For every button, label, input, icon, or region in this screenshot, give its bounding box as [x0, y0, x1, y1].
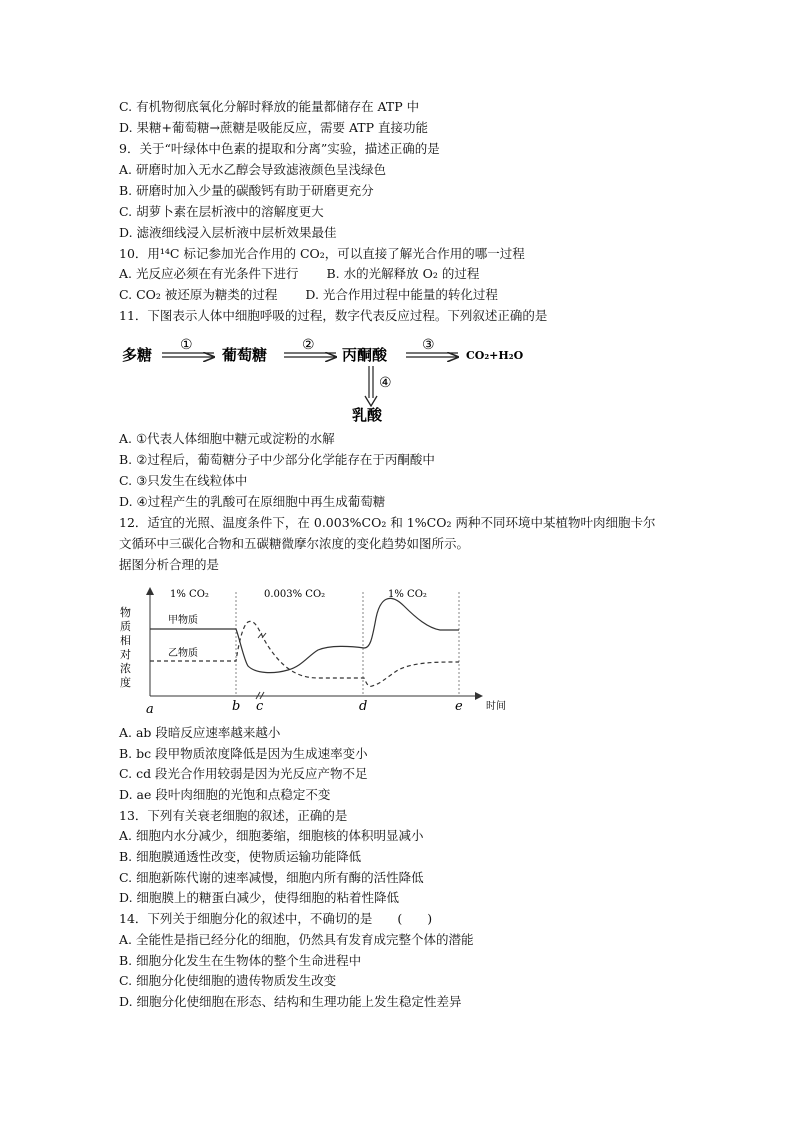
polysaccharide-label: 多糖 [122, 346, 153, 364]
question-11: 11．下图表示人体中细胞呼吸的过程，数字代表反应过程。下列叙述正确的是 [119, 308, 548, 323]
phase-label-1: 1% CO₂ [170, 589, 209, 600]
lactate-label: 乳酸 [352, 406, 383, 422]
question-9: 9．关于“叶绿体中色素的提取和分离”实验，描述正确的是 [119, 141, 440, 156]
arrow-step3 [406, 337, 458, 357]
option-11c: C. ③只发生在线粒体中 [119, 473, 248, 488]
svg-text:对: 对 [120, 648, 131, 661]
option-9c: C. 胡萝卜素在层析液中的溶解度更大 [119, 204, 324, 219]
option-12c: C. cd 段光合作用较弱是因为光反应产物不足 [119, 766, 368, 781]
option-9b: B. 研磨时加入少量的碳酸钙有助于研磨更充分 [119, 183, 374, 198]
option-12d: D. ae 段叶肉细胞的光饱和点稳定不变 [119, 787, 331, 802]
x-tick-labels [146, 699, 463, 716]
question-12-line1: 12．适宜的光照、温度条件下，在 0.003%CO₂ 和 1%CO₂ 两种不同环境中某植物叶肉细胞卡尔 [119, 515, 656, 530]
option-14b: B. 细胞分化发生在生物体的整个生命进程中 [119, 953, 362, 968]
svg-text:物: 物 [120, 606, 131, 619]
option-11d: D. ④过程产生的乳酸可在原细胞中再生成葡萄糖 [119, 494, 386, 509]
options-10cd [119, 287, 498, 303]
axis-break-marks [256, 633, 266, 699]
question-12-line3: 据图分析合理的是 [119, 557, 220, 572]
option-9a: A. 研磨时加入无水乙醇会导致滤液颜色呈浅绿色 [119, 162, 386, 177]
svg-text:相: 相 [120, 634, 131, 647]
option-8c: C. 有机物彻底氧化分解时释放的能量都储存在 ATP 中 [119, 99, 420, 114]
option-10d: D. 光合作用过程中能量的转化过程 [305, 287, 498, 302]
svg-text:a: a [146, 702, 154, 716]
svg-text:浓: 浓 [120, 662, 131, 675]
option-13a: A. 细胞内水分减少，细胞萎缩，细胞核的体积明显减小 [119, 828, 424, 843]
step2-label: ② [302, 337, 315, 353]
question-13: 13．下列有关衰老细胞的叙述，正确的是 [119, 808, 348, 823]
y-axis-label [120, 605, 131, 689]
option-12b: B. bc 段甲物质浓度降低是因为生成速率变小 [119, 746, 368, 761]
glucose-label: 葡萄糖 [222, 346, 268, 364]
option-11a: A. ①代表人体细胞中糖元或淀粉的水解 [119, 431, 335, 446]
option-9d: D. 滤液细线浸入层析液中层析效果最佳 [119, 225, 337, 240]
svg-text:d: d [359, 699, 368, 714]
products-label: CO₂+H₂O [466, 349, 524, 362]
option-11b: B. ②过程后，葡萄糖分子中少部分化学能存在于丙酮酸中 [119, 452, 435, 467]
option-10b: B. 水的光解释放 O₂ 的过程 [326, 266, 480, 281]
respiration-diagram [118, 336, 538, 422]
option-8d: D. 果糖+葡萄糖→蔗糖是吸能反应，需要 ATP 直接功能 [119, 120, 429, 135]
option-10c: C. CO₂ 被还原为糖类的过程 [119, 287, 278, 302]
option-14c: C. 细胞分化使细胞的遗传物质发生改变 [119, 973, 337, 988]
arrow-step2 [284, 337, 336, 357]
svg-text:b: b [232, 699, 241, 714]
options-10ab [119, 266, 479, 282]
phase-label-3: 1% CO₂ [388, 589, 427, 600]
svg-text:质: 质 [120, 620, 131, 633]
svg-text:度: 度 [120, 676, 131, 689]
series-a-curve [150, 598, 459, 672]
option-12a: A. ab 段暗反应速率越来越小 [119, 725, 281, 740]
question-12-line2: 文循环中三碳化合物和五碳糖微摩尔浓度的变化趋势如图所示。 [119, 536, 470, 551]
phase-label-2: 0.003% CO₂ [264, 589, 326, 600]
option-13c: C. 细胞新陈代谢的速率减慢，细胞内所有酶的活性降低 [119, 870, 424, 885]
question-14: 14．下列关于细胞分化的叙述中，不确切的是 ( ) [119, 911, 433, 926]
series-label-b: 乙物质 [168, 648, 198, 659]
option-14d: D. 细胞分化使细胞在形态、结构和生理功能上发生稳定性差异 [119, 994, 462, 1009]
option-14a: A. 全能性是指已经分化的细胞，仍然具有发育成完整个体的潜能 [119, 932, 474, 947]
series-label-a: 甲物质 [168, 615, 198, 626]
pyruvate-label: 丙酮酸 [342, 346, 388, 364]
arrow-step1 [162, 337, 214, 357]
x-axis-label: 时间 [486, 701, 506, 712]
option-13b: B. 细胞膜通透性改变，使物质运输功能降低 [119, 849, 362, 864]
step1-label: ① [180, 337, 193, 353]
step4-label: ④ [379, 375, 392, 391]
step3-label: ③ [422, 337, 435, 353]
option-10a: A. 光反应必须在有光条件下进行 [119, 266, 299, 281]
phase-dividers [236, 592, 459, 696]
concentration-graph [118, 584, 514, 716]
question-10: 10．用¹⁴C 标记参加光合作用的 CO₂，可以直接了解光合作用的哪一过程 [119, 246, 525, 261]
svg-text:e: e [455, 699, 463, 714]
svg-text:c: c [256, 699, 264, 714]
option-13d: D. 细胞膜上的糖蛋白减少，使得细胞的粘着性降低 [119, 890, 400, 905]
arrow-step4 [365, 366, 392, 406]
